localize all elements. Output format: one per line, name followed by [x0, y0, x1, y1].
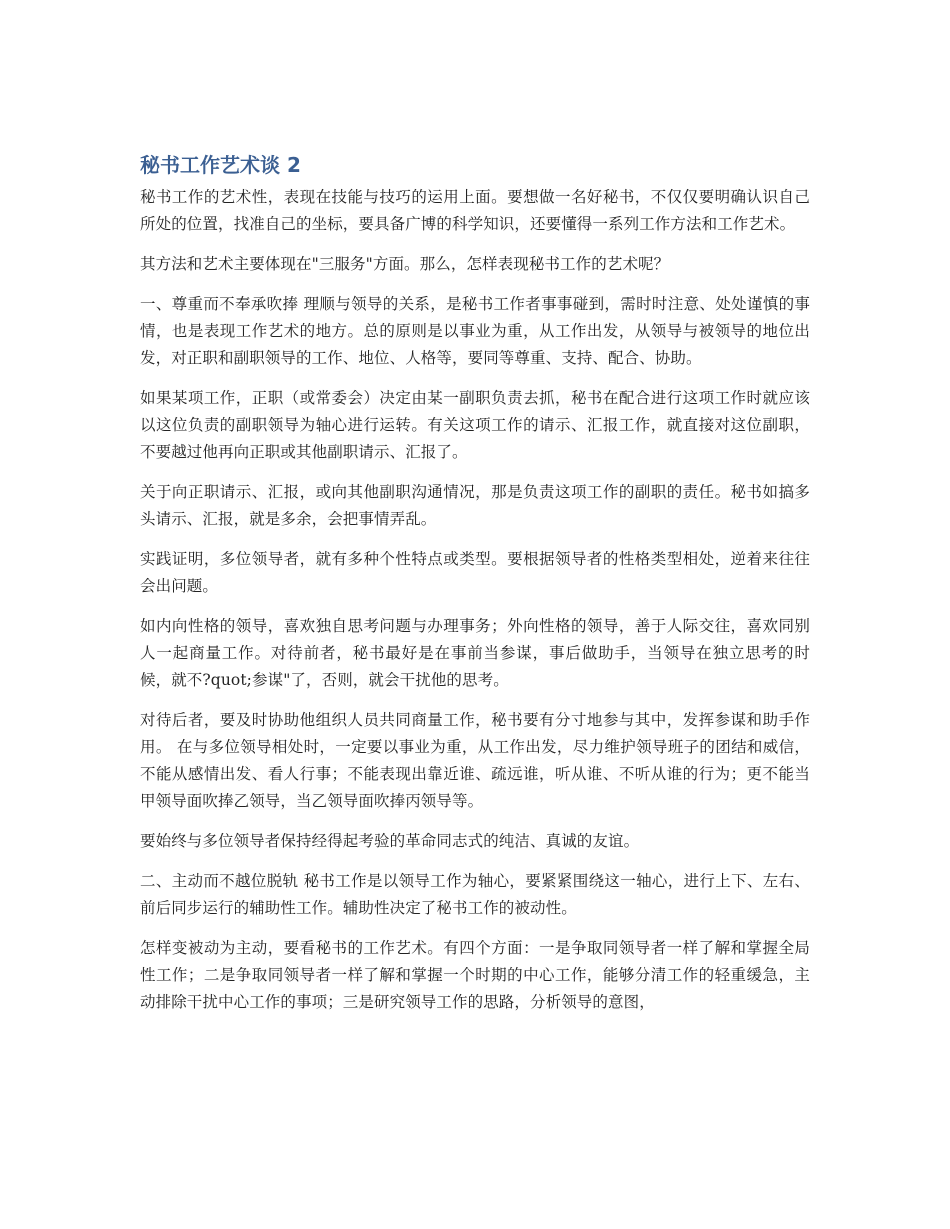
paragraph: 实践证明，多位领导者，就有多种个性特点或类型。要根据领导者的性格类型相处，逆着来往往会出问题。: [140, 550, 810, 595]
document-page: [140, 150, 810, 1029]
paragraph: 对待后者，要及时协助他组织人员共同商量工作，秘书要有分寸地参与其中，发挥参谋和助手作用。 在与多位领导相处时，一定要以事业为重，从工作出发，尽力维护领导班子的团结和威信，不能从感情出发、看人行事；不能表现出靠近谁、疏远谁，听从谁、不听从谁的行为；更不能当甲领导面吹捧乙领导，当乙领导面吹捧丙领导等。: [140, 711, 810, 810]
paragraph: 二、主动而不越位脱轨 秘书工作是以领导工作为轴心，要紧紧围绕这一轴心，进行上下、左右、前后同步运行的辅助性工作。辅助性决定了秘书工作的被动性。: [140, 872, 810, 917]
paragraph: 怎样变被动为主动，要看秘书的工作艺术。有四个方面：一是争取同领导者一样了解和掌握全局性工作；二是争取同领导者一样了解和掌握一个时期的中心工作，能够分清工作的轻重缓急，主动排除干扰中心工作的事项；三是研究领导工作的思路，分析领导的意图，: [140, 939, 810, 1011]
paragraph: 如内向性格的领导，喜欢独自思考问题与办理事务；外向性格的领导，善于人际交往，喜欢同别人一起商量工作。对待前者，秘书最好是在事前当参谋，事后做助手，当领导在独立思考的时候，就不?quot;参谋"了，否则，就会干扰他的思考。: [140, 617, 810, 689]
paragraph: 关于向正职请示、汇报，或向其他副职沟通情况，那是负责这项工作的副职的责任。秘书如搞多头请示、汇报，就是多余，会把事情弄乱。: [140, 483, 810, 528]
document-title: 秘书工作艺术谈 2: [140, 153, 301, 177]
paragraph: 秘书工作的艺术性，表现在技能与技巧的运用上面。要想做一名好秘书，不仅仅要明确认识自己所处的位置，找准自己的坐标，要具备广博的科学知识，还要懂得一系列工作方法和工作艺术。: [140, 188, 810, 233]
paragraph: 其方法和艺术主要体现在"三服务"方面。那么，怎样表现秘书工作的艺术呢？: [140, 255, 670, 273]
paragraph: 要始终与多位领导者保持经得起考验的革命同志式的纯洁、真诚的友谊。: [140, 832, 640, 850]
paragraph: 一、尊重而不奉承吹捧 理顺与领导的关系，是秘书工作者事事碰到，需时时注意、处处谨慎的事情，也是表现工作艺术的地方。总的原则是以事业为重，从工作出发，从领导与被领导的地位出发，对正职和副职领导的工作、地位、人格等，要同等尊重、支持、配合、协助。: [140, 295, 810, 367]
paragraph: 如果某项工作，正职（或常委会）决定由某一副职负责去抓，秘书在配合进行这项工作时就应该以这位负责的副职领导为轴心进行运转。有关这项工作的请示、汇报工作，就直接对这位副职，不要越过他再向正职或其他副职请示、汇报了。: [140, 389, 810, 461]
